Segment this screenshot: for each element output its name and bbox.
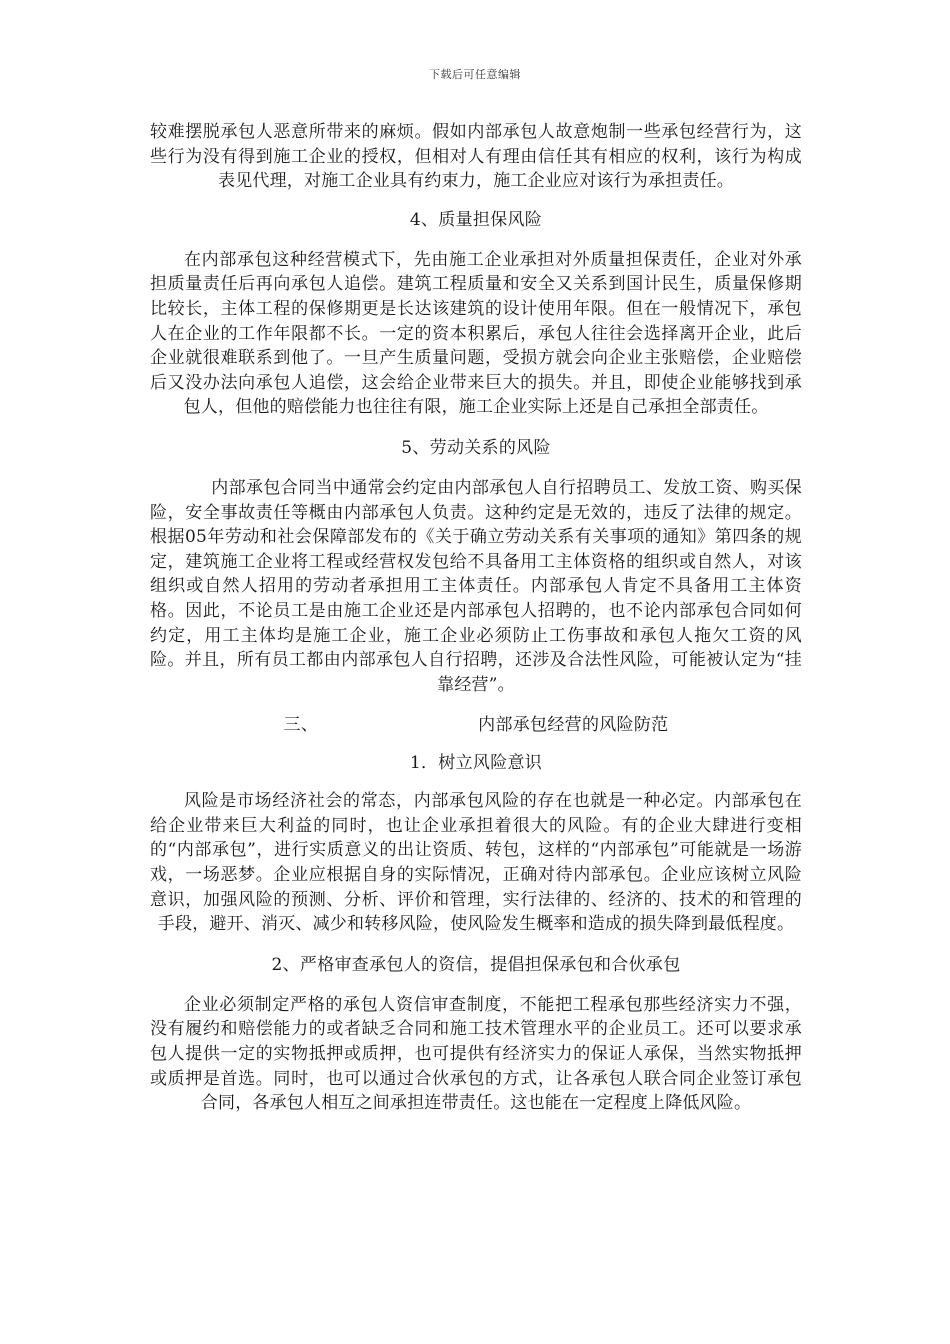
paragraph-risk-awareness: 风险是市场经济社会的常态，内部承包风险的存在也就是一种必定。内部承包在给企业带来巨大利益的同时，也让企业承担着很大的风险。有的企业大肆进行变相的“内部承包”，进行实质意义的出让资质、转包，这样的“内部承包”可能就是一场游戏，一场恶梦。企业应根据自身的实际情况，正确对待内部承包。企业应该树立风险意识，加强风险的预测、分析、评价和管理，实行法律的、经济的、技术的和管理的手段，避开、消灭、减少和转移风险，使风险发生概率和造成的损失降到最低程度。 [150,791,802,935]
section-heading-risk-prevention [150,713,802,737]
heading-quality-guarantee-risk: 4、质量担保风险 [409,209,543,230]
heading-credit-review: 2、严格审查承包人的资信，提倡担保承包和合伙承包 [271,954,681,975]
heading-labor-relation-risk: 5、劳动关系的风险 [401,437,551,458]
section-number: 三、 [283,715,319,736]
heading-risk-awareness: 1．树立风险意识 [409,753,543,774]
page-header: 下载后可任意编辑 [429,68,521,81]
paragraph-labor-risk: 内部承包合同当中通常会约定由内部承包人自行招聘员工、发放工资、购买保险，安全事故责任等概由内部承包人负责。这种约定是无效的，违反了法律的规定。根据05年劳动和社会保障部发布的《关于确立劳动关系有关事项的通知》第四条的规定，建筑施工企业将工程或经营权发包给不具备用工主体资格的组织或自然人，对该组织或自然人招用的劳动者承担用工主体责任。内部承包人肯定不具备用工主体资格。因此，不论员工是由施工企业还是内部承包人招聘的，也不论内部承包合同如何约定，用工主体均是施工企业，施工企业必须防止工伤事故和承包人拖欠工资的风险。并且，所有员工都由内部承包人自行招聘，还涉及合法性风险，可能被认定为“挂靠经营”。 [150,477,802,695]
section-title: 内部承包经营的风险防范 [478,715,669,736]
paragraph-credit-review: 企业必须制定严格的承包人资信审查制度，不能把工程承包那些经济实力不强，没有履约和赔偿能力的或者缺乏合同和施工技术管理水平的企业员工。还可以要求承包人提供一定的实物抵押或质押，也可提供有经济实力的保证人承保，当然实物抵押或质押是首选。同时，也可以通过合伙承包的方式，让各承包人联合同企业签订承包合同，各承包人相互之间承担连带责任。这也能在一定程度上降低风险。 [150,994,802,1114]
document-body [150,120,802,1116]
paragraph-continuation: 较难摆脱承包人恶意所带来的麻烦。假如内部承包人故意炮制一些承包经营行为，这些行为没有得到施工企业的授权，但相对人有理由信任其有相应的权利，该行为构成表见代理，对施工企业具有约束力，施工企业应对该行为承担责任。 [150,122,802,192]
paragraph-quality-risk: 在内部承包这种经营模式下，先由施工企业承担对外质量担保责任，企业对外承担质量责任后再向承包人追偿。建筑工程质量和安全又关系到国计民生，质量保修期比较长，主体工程的保修期更是长达该建筑的设计使用年限。但在一般情况下，承包人在企业的工作年限都不长。一定的资本积累后，承包人往往会选择离开企业，此后企业就很难联系到他了。一旦产生质量问题，受损方就会向企业主张赔偿，企业赔偿后又没办法向承包人追偿，这会给企业带来巨大的损失。并且，即使企业能够找到承包人，但他的赔偿能力也往往有限，施工企业实际上还是自己承担全部责任。 [150,249,802,418]
